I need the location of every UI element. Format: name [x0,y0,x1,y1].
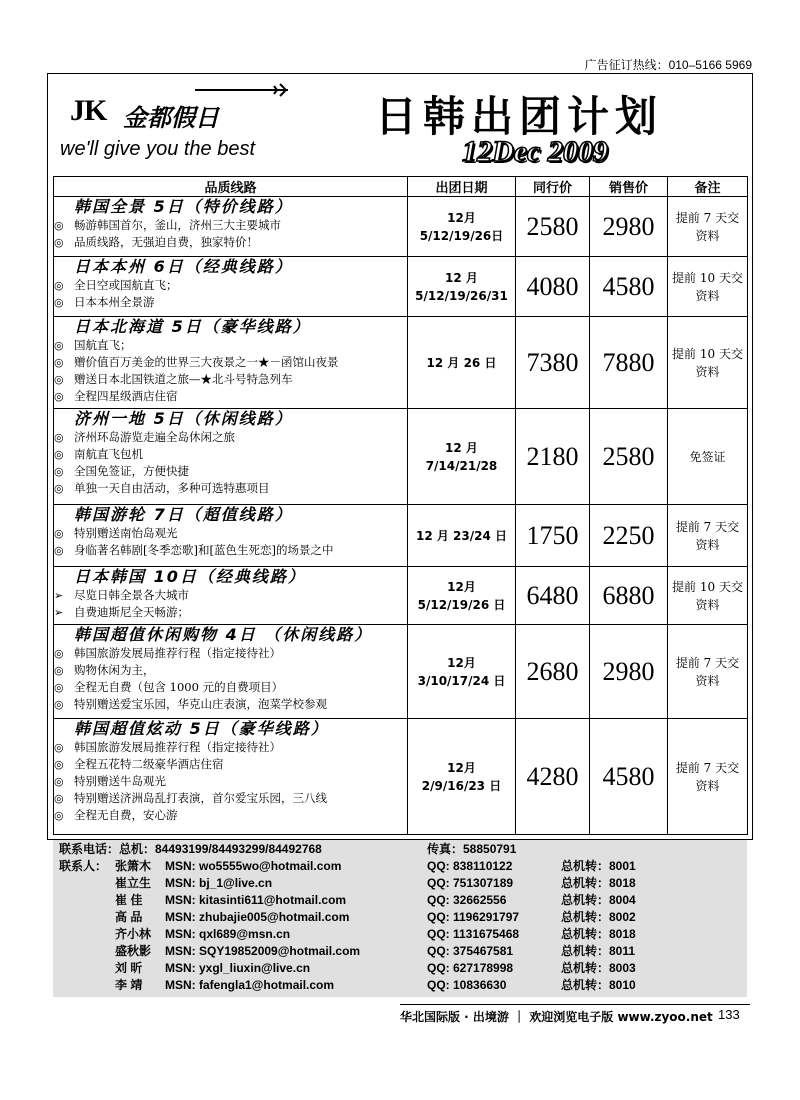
route-feature: 自费迪斯尼全天畅游； [74,605,189,619]
departure-date-line: 5/12/19/26 日 [417,597,506,612]
table-header-row [54,177,748,197]
departure-date-cell [408,625,516,719]
contact-qq: QQ: 10836630 [427,978,507,992]
route-bullet [54,604,407,621]
logo-jk: JK [70,94,107,127]
departure-date-line: 12月 [447,760,476,775]
sale-price: 2580 [590,409,668,505]
bullet-marker: ◎ [54,356,64,369]
departure-date-cell [408,409,516,505]
bullet-marker: ◎ [54,482,64,495]
departure-date-cell [408,317,516,409]
route-feature: 日本本州全景游 [74,295,155,309]
route-feature: 特别赠送济洲岛乱打表演，首尔爱宝乐园，三八线 [74,791,327,805]
note-line: 资料 [695,778,720,793]
contact-person-row [53,977,747,994]
departure-date-line: 12月 [447,655,476,670]
contact-msn: MSN: fafengla1@hotmail.com [165,978,335,992]
bullet-marker: ◎ [54,279,64,292]
peer-price: 2680 [516,625,590,719]
route-bullet [54,645,407,662]
page-number: 133 [718,1007,740,1022]
note-line: 提前 10 天交 [672,346,743,361]
route-title: 韩国全景 5日（特价线路） [74,197,293,216]
contact-name: 齐小林 [115,927,152,941]
departure-date-line: 2/9/16/23 日 [421,778,502,793]
note-line: 提前 7 天交 [675,655,740,670]
route-bullet [54,662,407,679]
route-bullet [54,525,407,542]
departure-date-line: 12 月 26 日 [426,355,497,370]
departure-date-line: 12 月 7/14/21/28 [425,440,498,473]
contact-qq: QQ: 751307189 [427,876,514,890]
bullet-marker: ◎ [54,339,64,352]
sale-price: 7880 [590,317,668,409]
contact-msn: MSN: SQY19852009@hotmail.com [165,944,361,958]
route-bullet [54,277,407,294]
contact-qq: QQ: 32662556 [427,893,507,907]
header-route: 品质线路 [54,177,408,197]
contact-person-row [53,892,747,909]
table-row [54,257,748,317]
route-bullet [54,542,407,559]
departure-date-line: 12月 [447,579,476,594]
note-line: 资料 [695,597,720,612]
contact-person-row [53,943,747,960]
issue-date: 12Dec 2009 [462,135,608,168]
contact-qq: QQ: 375467581 [427,944,514,958]
contact-qq: QQ: 838110122 [427,859,513,873]
airplane-icon [268,80,290,100]
contact-panel [53,840,747,997]
contact-phone-row [53,841,747,858]
route-title: 日本北海道 5日（豪华线路） [74,317,311,336]
route-feature: 特别赠送牛岛观光 [74,774,166,788]
bullet-marker: ◎ [54,527,64,540]
sale-price: 2980 [590,625,668,719]
contact-msn: MSN: yxgl_liuxin@live.cn [165,961,311,975]
table-row [54,719,748,835]
sale-price: 6880 [590,567,668,625]
table-row [54,567,748,625]
tour-plan-table [53,176,748,835]
route-title: 日本本州 6日（经典线路） [74,257,293,276]
contact-extension: 总机转：8004 [561,893,636,907]
contact-fax: 传真：58850791 [427,842,517,856]
contact-name: 张箫木 [115,859,152,873]
bullet-marker: ◎ [54,373,64,386]
route-cell [54,719,408,835]
route-feature: 尽览日韩全景各大城市 [74,588,189,602]
route-bullet [54,446,407,463]
bullet-marker: ◎ [54,664,64,677]
route-bullet [54,480,407,497]
contact-extension: 总机转：8010 [561,978,636,992]
header-sale-price: 销售价 [590,177,668,197]
contact-qq: QQ: 1131675468 [427,927,520,941]
contact-person-row [53,926,747,943]
bullet-marker: ◎ [54,792,64,805]
route-cell [54,257,408,317]
contact-person-row [53,960,747,977]
logo-slogan: we'll give you the best [60,138,256,160]
note-cell [668,719,748,835]
contact-extension: 总机转：8002 [561,910,636,924]
route-title: 济州一地 5日（休闲线路） [74,409,293,428]
route-bullet [54,807,407,824]
route-feature: 全国免签证，方便快捷 [74,464,189,478]
contact-extension: 总机转：8018 [561,876,636,890]
contact-name: 崔 佳 [115,893,143,907]
route-bullet [54,371,407,388]
bullet-marker: ◎ [54,431,64,444]
peer-price: 4080 [516,257,590,317]
sale-price: 4580 [590,257,668,317]
route-title: 日本韩国 10日（经典线路） [74,567,306,586]
contact-name: 高 品 [115,910,143,924]
route-bullet [54,756,407,773]
header-peer-price: 同行价 [516,177,590,197]
note-line: 资料 [695,673,720,688]
route-bullet [54,337,407,354]
peer-price: 4280 [516,719,590,835]
route-cell [54,197,408,257]
contact-extension: 总机转：8018 [561,927,636,941]
route-feature: 赠送日本北国铁道之旅—★北斗号特急列车 [74,372,293,386]
bullet-marker: ➢ [54,606,64,619]
bullet-marker: ◎ [54,465,64,478]
contact-person-row [53,909,747,926]
route-bullet [54,739,407,756]
route-title: 韩国超值炫动 5日（豪华线路） [74,719,329,738]
route-cell [54,409,408,505]
bullet-marker: ◎ [54,741,64,754]
route-bullet [54,463,407,480]
note-line: 提前 7 天交 [675,210,740,225]
route-feature: 国航直飞； [74,338,132,352]
route-bullet [54,388,407,405]
route-bullet [54,773,407,790]
table-row [54,409,748,505]
header-date: 出团日期 [408,177,516,197]
table-row [54,625,748,719]
bullet-marker: ◎ [54,448,64,461]
note-line: 资料 [695,288,720,303]
departure-date-cell [408,719,516,835]
contact-msn: MSN: wo5555wo@hotmail.com [165,859,342,873]
route-bullet [54,429,407,446]
note-line: 资料 [695,364,720,379]
note-cell [668,567,748,625]
contact-name: 崔立生 [115,876,152,890]
table-row [54,505,748,567]
contact-msn: MSN: zhubajie005@hotmail.com [165,910,350,924]
route-bullet [54,294,407,311]
route-feature: 全程无自费（包含 1000 元的自费项目） [74,680,284,694]
footer-text: 华北国际版 · 出境游 ｜ 欢迎浏览电子版 www.zyoo.net [400,1010,713,1024]
route-feature: 购物休闲为主， [74,663,155,677]
bullet-marker: ➢ [54,589,64,602]
page-title: 日韩出团计划 [375,92,664,141]
bullet-marker: ◎ [54,809,64,822]
sale-price: 4580 [590,719,668,835]
bullet-marker: ◎ [54,775,64,788]
departure-date-line: 12月 [447,210,476,225]
note-line: 提前 7 天交 [675,760,740,775]
departure-date-cell [408,505,516,567]
route-feature: 品质线路，无强迫自费，独家特价！ [74,235,258,249]
bullet-marker: ◎ [54,390,64,403]
route-bullet [54,790,407,807]
route-feature: 全程四星级酒店住宿 [74,389,178,403]
sale-price: 2980 [590,197,668,257]
route-feature: 韩国旅游发展局推荐行程（指定接待社） [74,646,281,660]
logo-name: 金都假日 [123,104,219,132]
route-feature: 全日空或国航直飞； [74,278,178,292]
route-feature: 畅游韩国首尔，釜山，济州三大主要城市 [74,218,281,232]
peer-price: 6480 [516,567,590,625]
route-cell [54,317,408,409]
route-bullet [54,217,407,234]
table-row [54,317,748,409]
route-cell [54,505,408,567]
note-cell [668,257,748,317]
route-feature: 单独一天自由活动，多种可选特惠项目 [74,481,270,495]
departure-date-line: 5/12/19/26日 [419,228,504,243]
footer-divider [400,1004,750,1005]
departure-date-line: 12 月 [445,270,478,285]
note-line: 提前 7 天交 [675,519,740,534]
departure-date-line: 5/12/19/26/31 [415,288,508,303]
route-feature: 赠价值百万美金的世界三大夜景之一★－函馆山夜景 [74,355,339,369]
contact-msn: MSN: qxl689@msn.cn [165,927,291,941]
departure-date-line: 12 月 23/24 日 [415,528,507,543]
bullet-marker: ◎ [54,681,64,694]
contact-person-row [53,875,747,892]
contact-name: 盛秋影 [115,944,152,958]
sale-price: 2250 [590,505,668,567]
route-bullet [54,354,407,371]
route-feature: 全程无自费，安心游 [74,808,178,822]
route-feature: 韩国旅游发展局推荐行程（指定接待社） [74,740,281,754]
peer-price: 7380 [516,317,590,409]
route-feature: 全程五花特二级豪华酒店住宿 [74,757,224,771]
note-line: 提前 10 天交 [672,579,743,594]
contact-msn: MSN: bj_1@live.cn [165,876,273,890]
route-title: 韩国超值休闲购物 4日 （休闲线路） [74,625,373,644]
table-row [54,197,748,257]
note-cell [668,197,748,257]
bullet-marker: ◎ [54,698,64,711]
departure-date-cell [408,197,516,257]
route-bullet [54,679,407,696]
contact-msn: MSN: kitasinti611@hotmail.com [165,893,347,907]
bullet-marker: ◎ [54,647,64,660]
route-bullet [54,234,407,251]
contact-phone: 联系电话：总机：84493199/84493299/84492768 [59,842,322,856]
contact-extension: 总机转：8003 [561,961,636,975]
contact-name: 李 靖 [115,978,143,992]
note-cell [668,625,748,719]
route-cell [54,625,408,719]
contact-person-row [53,858,747,875]
bullet-marker: ◎ [54,236,64,249]
header-note: 备注 [668,177,748,197]
contact-extension: 总机转：8011 [561,944,636,958]
peer-price: 1750 [516,505,590,567]
contact-qq: QQ: 1196291797 [427,910,520,924]
note-cell [668,409,748,505]
bullet-marker: ◎ [54,544,64,557]
route-feature: 济州环岛游览走遍全岛休闲之旅 [74,430,235,444]
peer-price: 2180 [516,409,590,505]
ad-hotline: 广告征订热线：010–5166 5969 [584,58,752,72]
route-title: 韩国游轮 7日（超值线路） [74,505,293,524]
route-feature: 特别赠送爱宝乐园，华克山庄表演，泡菜学校参观 [74,697,327,711]
route-bullet [54,587,407,604]
bullet-marker: ◎ [54,758,64,771]
route-cell [54,567,408,625]
route-feature: 身临著名韩剧[冬季恋歌]和[蓝色生死恋]的场景之中 [74,543,334,557]
bullet-marker: ◎ [54,219,64,232]
bullet-marker: ◎ [54,296,64,309]
departure-date-cell [408,257,516,317]
route-bullet [54,696,407,713]
peer-price: 2580 [516,197,590,257]
departure-date-line: 3/10/17/24 日 [417,673,506,688]
note-cell [668,505,748,567]
contact-name: 刘 昕 [115,961,143,975]
note-line: 资料 [695,228,720,243]
departure-date-cell [408,567,516,625]
note-cell [668,317,748,409]
contact-extension: 总机转：8001 [561,859,636,873]
contact-people-label: 联系人： [59,859,108,873]
note-line: 提前 10 天交 [672,270,743,285]
note-line: 资料 [695,537,720,552]
route-feature: 南航直飞包机 [74,447,143,461]
contact-qq: QQ: 627178998 [427,961,514,975]
note-line: 免签证 [689,449,726,464]
route-feature: 特别赠送南怡岛观光 [74,526,178,540]
